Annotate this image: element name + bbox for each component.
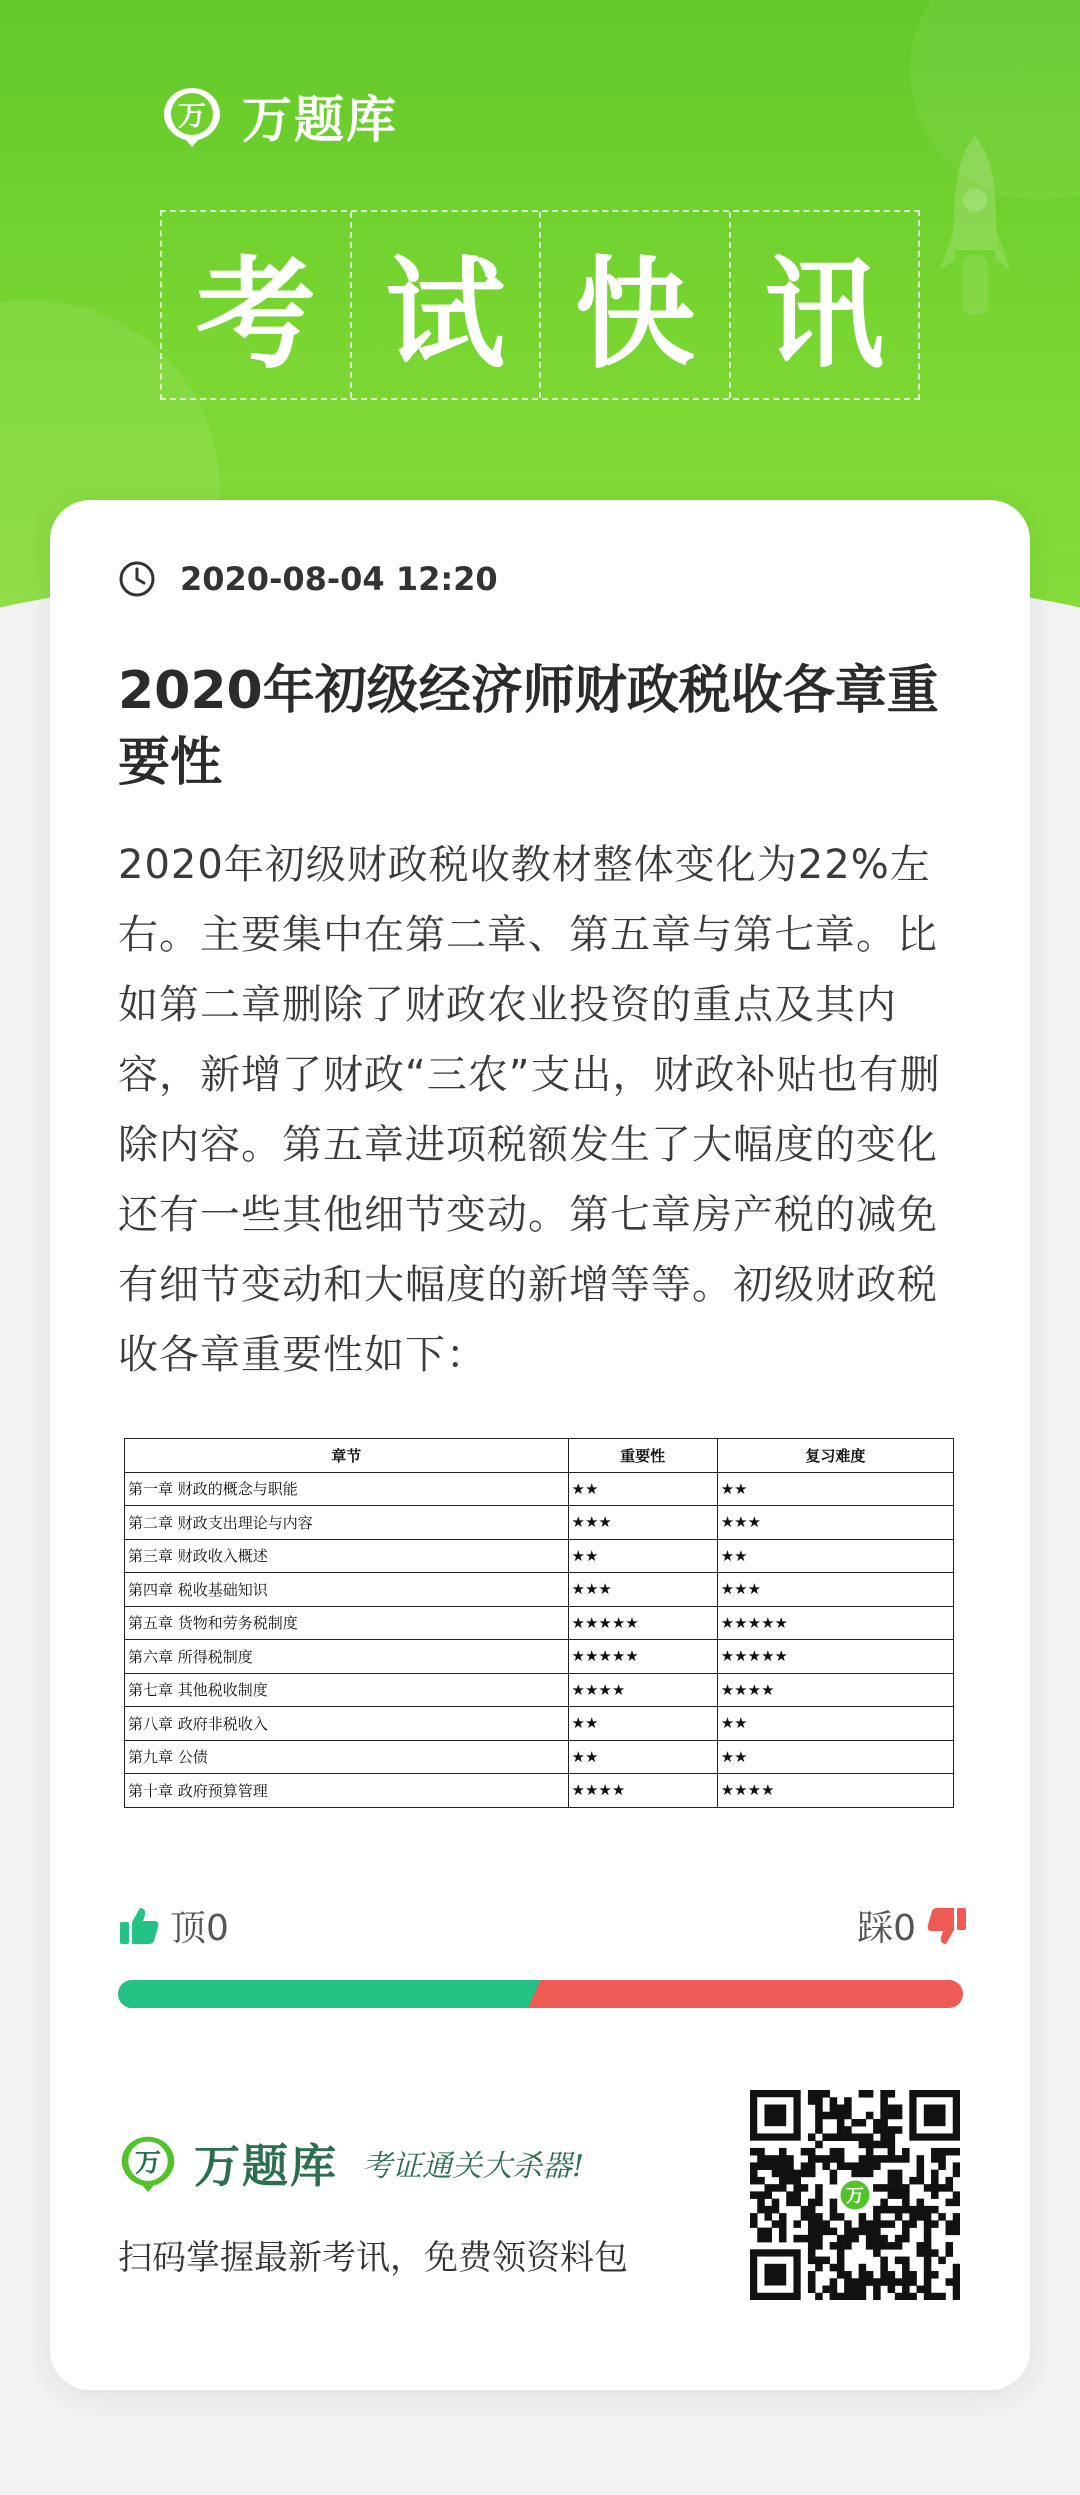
difficulty-cell: ★★ bbox=[717, 1707, 953, 1741]
brand-badge-char: 万 bbox=[177, 99, 207, 132]
table-header-cell: 章节 bbox=[125, 1439, 569, 1473]
table-header-row bbox=[125, 1439, 954, 1473]
difficulty-cell: ★★ bbox=[717, 1740, 953, 1774]
importance-cell: ★★★★ bbox=[568, 1774, 717, 1808]
difficulty-cell: ★★★★★ bbox=[717, 1606, 953, 1640]
table-row bbox=[125, 1673, 954, 1707]
article-body: 2020年初级财政税收教材整体变化为22%左右。主要集中在第二章、第五章与第七章。比如第二章删除了财政农业投资的重点及其内容，新增了财政“三农”支出，财政补贴也有删除内容。第五章进项税额发生了大幅度的变化还有一些其他细节变动。第七章房产税的减免有细节变动和大幅度的新增等等。初级财政税收各章重要性如下： bbox=[118, 842, 941, 1378]
chapter-cell: 第三章 财政收入概述 bbox=[125, 1539, 569, 1573]
article-card bbox=[50, 500, 1030, 2390]
upvote-count: 顶0 bbox=[170, 1908, 229, 1949]
difficulty-cell: ★★★★ bbox=[717, 1673, 953, 1707]
table-row bbox=[125, 1707, 954, 1741]
footer-badge-char: 万 bbox=[134, 2148, 162, 2179]
table-header-cell: 重要性 bbox=[568, 1439, 717, 1473]
table-row bbox=[125, 1740, 954, 1774]
difficulty-cell: ★★ bbox=[717, 1472, 953, 1506]
title-char: 快 bbox=[541, 212, 731, 398]
title-char: 试 bbox=[352, 212, 542, 398]
importance-cell: ★★★★★ bbox=[568, 1640, 717, 1674]
footer-brand bbox=[118, 2130, 584, 2196]
difficulty-cell: ★★★ bbox=[717, 1506, 953, 1540]
table-row bbox=[125, 1774, 954, 1808]
difficulty-cell: ★★★★★ bbox=[717, 1640, 953, 1674]
qr-center-logo: 万 bbox=[846, 2186, 864, 2207]
difficulty-cell: ★★ bbox=[717, 1539, 953, 1573]
chapter-cell: 第五章 货物和劳务税制度 bbox=[125, 1606, 569, 1640]
chapter-cell: 第八章 政府非税收入 bbox=[125, 1707, 569, 1741]
title-char: 讯 bbox=[764, 246, 885, 385]
table-row bbox=[125, 1640, 954, 1674]
chapter-cell: 第四章 税收基础知识 bbox=[125, 1573, 569, 1607]
brand-slogan: 考证通关大杀器! bbox=[362, 2149, 585, 2184]
chapter-cell: 第七章 其他税收制度 bbox=[125, 1673, 569, 1707]
importance-cell: ★★★ bbox=[568, 1506, 717, 1540]
vote-row bbox=[118, 1900, 968, 1950]
difficulty-cell: ★★★ bbox=[717, 1573, 953, 1607]
chapter-cell: 第九章 公债 bbox=[125, 1740, 569, 1774]
chapter-cell: 第一章 财政的概念与职能 bbox=[125, 1472, 569, 1506]
chapter-cell: 第十章 政府预算管理 bbox=[125, 1774, 569, 1808]
footer-brand-name: 万题库 bbox=[194, 2139, 338, 2193]
brand-logo bbox=[160, 80, 398, 152]
publish-time-text: 2020-08-04 12:20 bbox=[180, 560, 498, 598]
importance-cell: ★★★★★ bbox=[568, 1606, 717, 1640]
chapter-cell: 第六章 所得税制度 bbox=[125, 1640, 569, 1674]
importance-cell: ★★★★ bbox=[568, 1673, 717, 1707]
chapter-cell: 第二章 财政支出理论与内容 bbox=[125, 1506, 569, 1540]
article-title: 2020年初级经济师财政税收各章重要性 bbox=[118, 661, 939, 793]
importance-cell: ★★ bbox=[568, 1472, 717, 1506]
importance-cell: ★★ bbox=[568, 1740, 717, 1774]
upvote-button[interactable] bbox=[118, 1900, 229, 1951]
brand-badge-icon bbox=[118, 2133, 178, 2193]
downvote-button[interactable] bbox=[857, 1900, 968, 1951]
importance-cell: ★★★ bbox=[568, 1573, 717, 1607]
table-row bbox=[125, 1573, 954, 1607]
importance-cell: ★★ bbox=[568, 1707, 717, 1741]
title-char: 考 bbox=[162, 212, 352, 398]
clock-icon bbox=[118, 560, 156, 598]
rocket-icon bbox=[940, 130, 1010, 320]
publish-time bbox=[118, 560, 498, 598]
table-row bbox=[125, 1506, 954, 1540]
page-title bbox=[160, 210, 920, 400]
importance-table bbox=[124, 1438, 954, 1808]
table-row bbox=[125, 1472, 954, 1506]
vote-ratio-up-fill bbox=[118, 1980, 541, 2008]
table-row bbox=[125, 1539, 954, 1573]
thumbs-up-icon bbox=[118, 1905, 160, 1947]
thumbs-down-icon bbox=[926, 1905, 968, 1947]
difficulty-cell: ★★★★ bbox=[717, 1774, 953, 1808]
brand-badge-icon bbox=[160, 84, 224, 148]
table-row bbox=[125, 1606, 954, 1640]
downvote-count: 踩0 bbox=[857, 1908, 916, 1949]
table-header-cell: 复习难度 bbox=[717, 1439, 953, 1473]
importance-cell: ★★ bbox=[568, 1539, 717, 1573]
brand-name: 万题库 bbox=[242, 91, 398, 149]
vote-ratio-bar bbox=[118, 1980, 963, 2008]
qr-code[interactable] bbox=[750, 2090, 960, 2300]
scan-promo-text: 扫码掌握最新考讯，免费领资料包 bbox=[118, 2238, 628, 2278]
